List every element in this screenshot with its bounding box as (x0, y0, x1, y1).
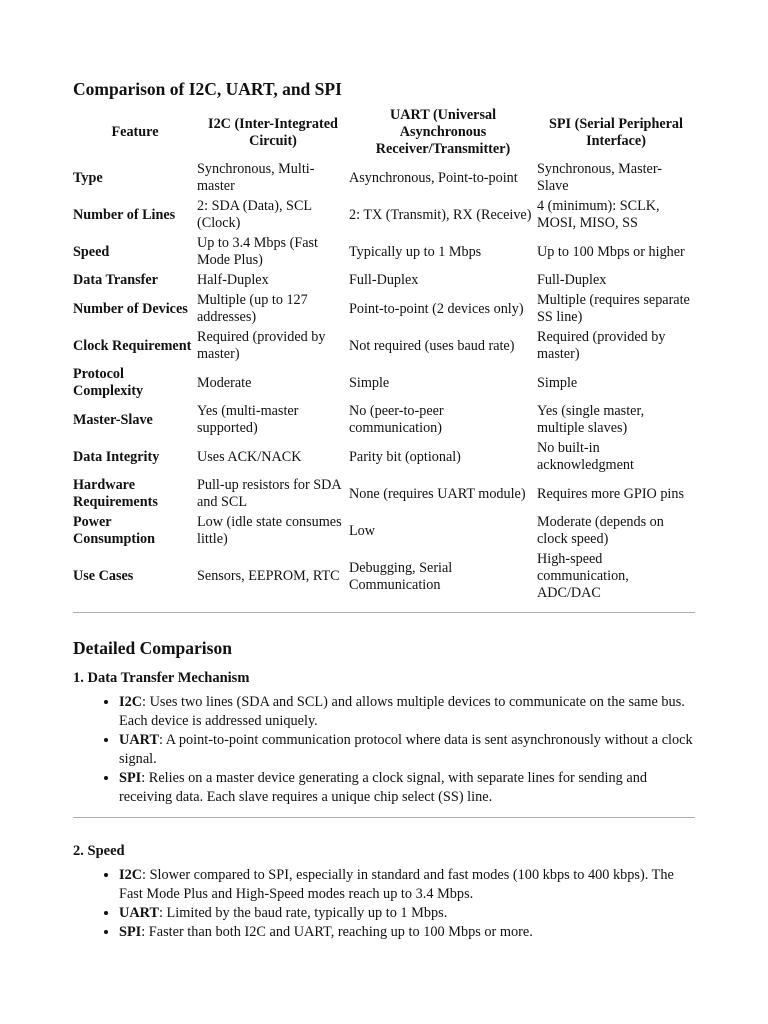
spi-cell: Yes (single master, multiple slaves) (537, 403, 645, 436)
table-row (73, 234, 695, 271)
uart-cell: No (peer-to-peer communication) (349, 403, 444, 436)
subsection-title: 1. Data Transfer Mechanism (73, 670, 250, 686)
feature-cell: Data Integrity (73, 448, 160, 465)
spi-cell: Full-Duplex (537, 272, 607, 288)
uart-cell: None (requires UART module) (349, 485, 526, 502)
term-label: UART (119, 905, 160, 921)
spi-cell: No built-in acknowledgment (537, 440, 634, 473)
bullet-list (73, 693, 695, 807)
uart-cell: Not required (uses baud rate) (349, 337, 515, 354)
table-row (73, 291, 695, 328)
spi-cell: Requires more GPIO pins (537, 485, 684, 502)
uart-cell: Parity bit (optional) (349, 448, 461, 465)
table-header-row (73, 106, 695, 160)
term-label: I2C (119, 694, 143, 710)
uart-cell: Typically up to 1 Mbps (349, 243, 482, 260)
subsection-data-transfer (73, 669, 695, 807)
i2c-cell: Half-Duplex (197, 272, 269, 288)
i2c-cell: Required (provided by master) (197, 329, 326, 362)
uart-cell: Full-Duplex (349, 272, 419, 288)
feature-cell: Master-Slave (73, 411, 153, 428)
divider (73, 817, 695, 818)
page-title: Comparison of I2C, UART, and SPI (73, 79, 342, 99)
column-header-i2c: I2C (Inter-Integrated Circuit) (208, 115, 338, 149)
spi-cell: High-speed communication, ADC/DAC (537, 551, 629, 601)
uart-cell: Point-to-point (2 devices only) (349, 300, 524, 317)
list-item (119, 866, 695, 904)
table-row (73, 439, 695, 476)
spi-cell: Multiple (requires separate SS line) (537, 292, 690, 325)
term-label: UART (119, 732, 160, 748)
table-row (73, 160, 695, 197)
table-row (73, 271, 695, 291)
term-label: SPI (119, 924, 142, 940)
document-content (73, 78, 695, 942)
feature-cell: Power Consumption (73, 514, 156, 547)
i2c-cell: Uses ACK/NACK (197, 448, 302, 465)
uart-cell: Asynchronous, Point-to-point (349, 169, 518, 186)
feature-cell: Number of Lines (73, 206, 176, 223)
column-header-spi: SPI (Serial Peripheral Interface) (549, 115, 683, 149)
item-text: : Faster than both I2C and UART, reaching up to 100 Mbps or more. (141, 924, 533, 940)
item-text: : Relies on a master device generating a clock signal, with separate lines for sending and receiving data. Each slave requires a unique chip select (SS) line. (119, 770, 648, 805)
feature-cell: Protocol Complexity (73, 366, 144, 399)
item-text: : A point-to-point communication protocol where data is sent asynchronously without a clock signal. (119, 732, 693, 767)
item-text: : Slower compared to SPI, especially in standard and fast modes (100 kbps to 400 kbps). The Fast Mode Plus and High-Speed modes reach up to 3.4 Mbps. (119, 867, 674, 902)
i2c-cell: Multiple (up to 127 addresses) (197, 292, 308, 325)
feature-cell: Type (73, 169, 103, 186)
feature-cell: Speed (73, 243, 110, 260)
feature-cell: Use Cases (73, 568, 134, 584)
item-text: : Limited by the baud rate, typically up to 1 Mbps. (159, 905, 448, 921)
bullet-list (73, 866, 695, 942)
list-item (119, 923, 695, 942)
term-label: SPI (119, 770, 142, 786)
table-row (73, 365, 695, 402)
table-row (73, 550, 695, 604)
comparison-table (73, 106, 695, 604)
i2c-cell: Pull-up resistors for SDA and SCL (197, 477, 341, 510)
subsection-title: 2. Speed (73, 843, 125, 859)
term-label: I2C (119, 867, 143, 883)
column-header-feature: Feature (111, 124, 159, 140)
table-row (73, 476, 695, 513)
table-body (73, 160, 695, 604)
divider (73, 612, 695, 613)
list-item (119, 731, 695, 769)
feature-cell: Hardware Requirements (73, 477, 158, 510)
i2c-cell: Yes (multi-master supported) (197, 403, 299, 436)
i2c-cell: Sensors, EEPROM, RTC (197, 568, 340, 584)
feature-cell: Data Transfer (73, 272, 158, 288)
subsection-speed (73, 842, 695, 942)
column-header-uart: UART (Universal Asynchronous Receiver/Transmitter) (375, 107, 511, 157)
list-item (119, 693, 695, 731)
spi-cell: Up to 100 Mbps or higher (537, 243, 685, 260)
table-row (73, 197, 695, 234)
spi-cell: Synchronous, Master-Slave (537, 161, 663, 194)
section-heading: Detailed Comparison (73, 638, 232, 658)
list-item (119, 769, 695, 807)
item-text: : Uses two lines (SDA and SCL) and allows multiple devices to communicate on the same bus. Each device is addressed uniquely. (119, 694, 685, 729)
table-row (73, 328, 695, 365)
uart-cell: Low (349, 522, 376, 539)
table-row (73, 402, 695, 439)
feature-cell: Clock Requirement (73, 337, 192, 354)
spi-cell: Moderate (depends on clock speed) (537, 514, 664, 547)
table-row (73, 513, 695, 550)
spi-cell: 4 (minimum): SCLK, MOSI, MISO, SS (537, 198, 660, 231)
uart-cell: Debugging, Serial Communication (349, 559, 453, 593)
i2c-cell: Low (idle state consumes little) (197, 514, 342, 547)
list-item (119, 904, 695, 923)
i2c-cell: Synchronous, Multi-master (197, 161, 315, 194)
uart-cell: Simple (349, 374, 390, 391)
uart-cell: 2: TX (Transmit), RX (Receive) (349, 206, 532, 223)
spi-cell: Simple (537, 374, 578, 391)
i2c-cell: Moderate (197, 374, 252, 391)
feature-cell: Number of Devices (73, 300, 188, 317)
i2c-cell: Up to 3.4 Mbps (Fast Mode Plus) (197, 235, 318, 268)
spi-cell: Required (provided by master) (537, 329, 666, 362)
i2c-cell: 2: SDA (Data), SCL (Clock) (197, 198, 312, 231)
